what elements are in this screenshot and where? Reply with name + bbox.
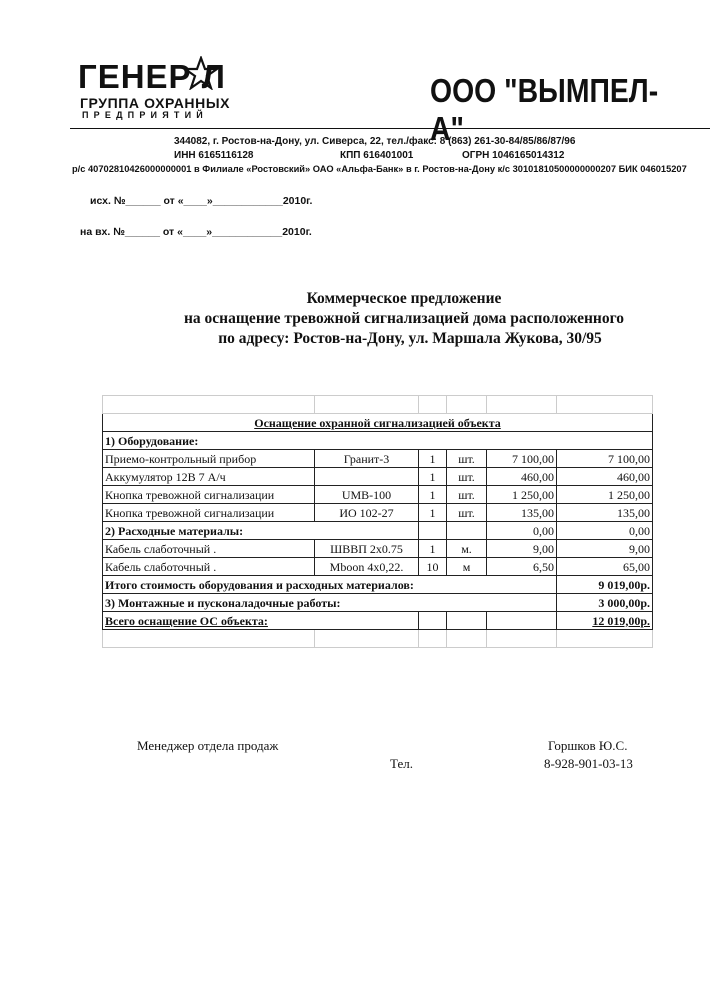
outgoing-ref: исх. №______ от «____»____________2010г. [90,195,313,207]
item-qty: 1 [419,486,447,504]
item-unit: шт. [447,468,487,486]
materials-sum: 0,00 [557,522,653,540]
item-price: 135,00 [487,504,557,522]
item-unit: шт. [447,504,487,522]
total-equipment-value: 9 019,00р. [557,576,653,594]
manager-title: Менеджер отдела продаж [137,738,279,753]
item-qty: 1 [419,468,447,486]
company-address: 344082, г. Ростов-на-Дону, ул. Сиверса, 22, тел./факс: 8 (863) 261-30-84/85/86/87/96 [174,136,576,147]
item-name: Кнопка тревожной сигнализации [103,486,315,504]
item-sum: 7 100,00 [557,450,653,468]
item-unit: м [447,558,487,576]
incoming-ref: на вх. №______ от «____»____________2010г. [80,226,312,238]
phone-number: 8-928-901-03-13 [544,756,633,771]
item-unit: шт. [447,450,487,468]
company-kpp: КПП 616401001 [340,150,414,161]
doc-address: по адресу: Ростов-на-Дону, ул. Маршала Жукова, 30/95 [218,330,602,347]
item-price: 7 100,00 [487,450,557,468]
item-price: 1 250,00 [487,486,557,504]
item-model [315,468,419,486]
tel-label: Тел. [390,756,413,771]
item-name: Кабель слаботочный . [103,540,315,558]
manager-name: Горшков Ю.С. [548,738,628,753]
company-ogrn: ОГРН 1046165014312 [462,150,565,161]
item-model: Mboon 4х0,22. [315,558,419,576]
table-row [103,486,653,504]
table-row [103,450,653,468]
install-label: 3) Монтажные и пусконаладочные работы: [103,594,557,612]
item-model: ИО 102-27 [315,504,419,522]
item-unit: м. [447,540,487,558]
item-sum: 65,00 [557,558,653,576]
item-model: UMB-100 [315,486,419,504]
item-model: ШВВП 2х0.75 [315,540,419,558]
company-name: ООО "ВЫМПЕЛ-А" [430,72,659,147]
install-value: 3 000,00р. [557,594,653,612]
item-unit: шт. [447,486,487,504]
star-icon [184,56,218,90]
item-price: 6,50 [487,558,557,576]
grand-total-value: 12 019,00р. [557,612,653,630]
table-row [103,558,653,576]
item-price: 9,00 [487,540,557,558]
table-row [103,540,653,558]
item-price: 460,00 [487,468,557,486]
grand-total-label: Всего оснащение ОС объекта: [103,612,419,630]
quote-table [102,395,653,648]
item-qty: 10 [419,558,447,576]
company-inn: ИНН 6165116128 [174,150,254,161]
table-heading: Оснащение охранной сигнализацией объекта [103,414,653,432]
doc-title: Коммерческое предложение [306,290,502,307]
section-equipment: 1) Оборудование: [103,432,653,450]
item-qty: 1 [419,450,447,468]
section-materials: 2) Расходные материалы: [103,522,419,540]
total-equipment-label: Итого стоимость оборудования и расходных материалов: [103,576,557,594]
logo-subtitle-2: ПРЕДПРИЯТИЙ [82,110,208,120]
logo-subtitle: ГРУППА ОХРАННЫХ [80,95,231,111]
logo-wordmark: ГЕНЕР Л [78,58,226,95]
item-qty: 1 [419,540,447,558]
item-sum: 9,00 [557,540,653,558]
table-row [103,468,653,486]
item-name: Кнопка тревожной сигнализации [103,504,315,522]
item-name: Приемо-контрольный прибор [103,450,315,468]
item-sum: 135,00 [557,504,653,522]
item-model: Гранит-3 [315,450,419,468]
item-sum: 1 250,00 [557,486,653,504]
header-divider [70,128,710,129]
item-sum: 460,00 [557,468,653,486]
item-name: Кабель слаботочный . [103,558,315,576]
item-qty: 1 [419,504,447,522]
materials-price: 0,00 [487,522,557,540]
bank-details: р/с 40702810426000000001 в Филиале «Ростовский» ОАО «Альфа-Банк» в г. Ростов-на-Дону к/с 30101810500000000207 БИК 046015207 [72,164,687,174]
item-name: Аккумулятор 12В 7 А/ч [103,468,315,486]
table-row [103,504,653,522]
doc-subtitle: на оснащение тревожной сигнализацией дома расположенного [183,310,624,327]
